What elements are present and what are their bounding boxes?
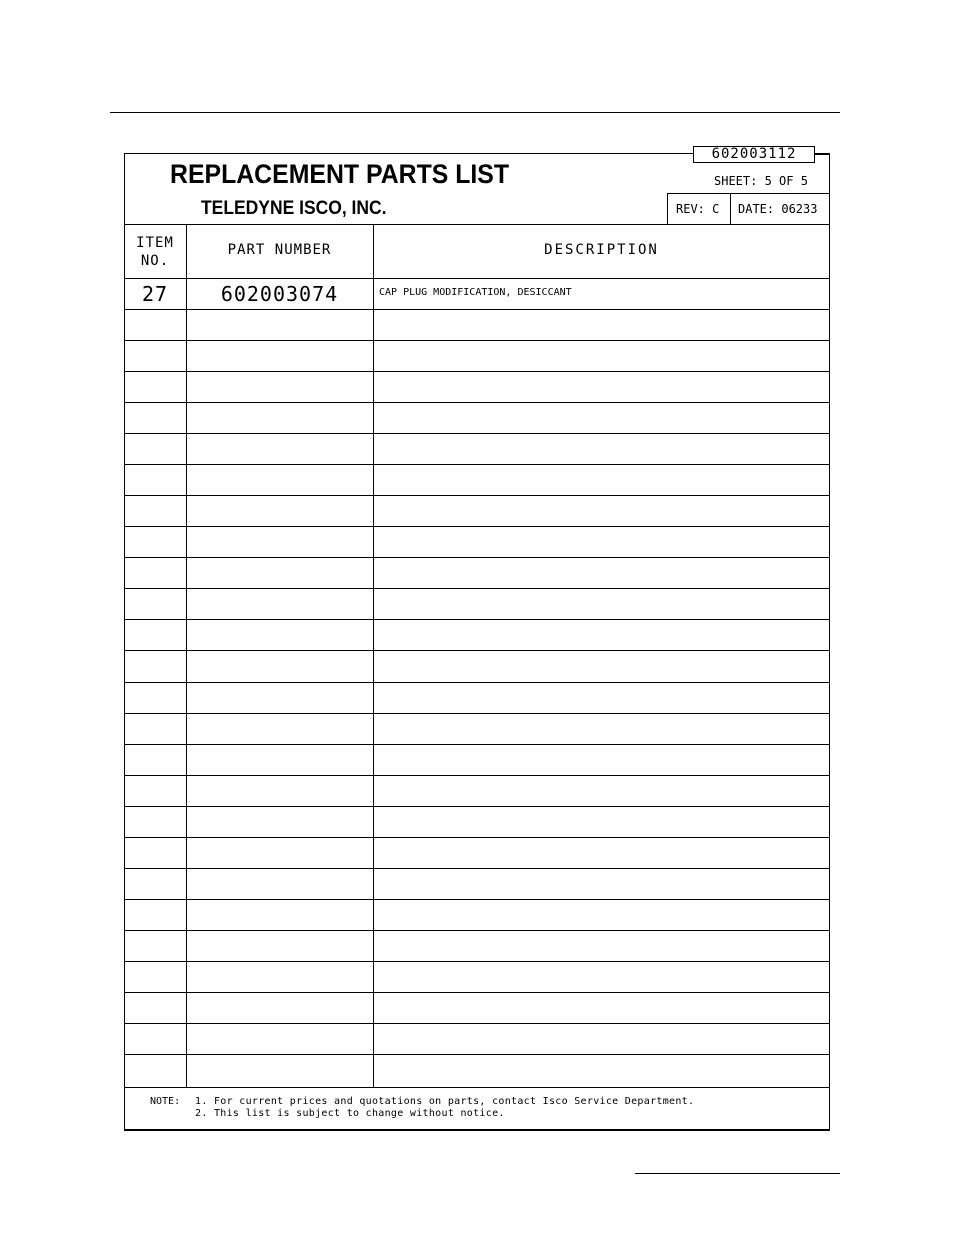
table-row (124, 371, 830, 372)
column-divider-item (186, 224, 187, 1087)
table-row (124, 1023, 830, 1024)
table-row (124, 309, 830, 310)
doc-number: 602003112 (711, 146, 797, 162)
note-2: 2. This list is subject to change without notice. (195, 1108, 505, 1119)
table-row (124, 526, 830, 527)
page-top-rule (110, 112, 840, 113)
row-1-item: 27 (141, 282, 169, 306)
note-1: 1. For current prices and quotations on parts, contact Isco Service Department. (195, 1096, 695, 1107)
column-header-item-line2: NO. (140, 253, 170, 269)
column-header-item (124, 234, 186, 270)
company-name: TELEDYNE ISCO, INC. (201, 198, 387, 219)
row-1-description: CAP PLUG MODIFICATION, DESICCANT (379, 287, 572, 298)
table-row (124, 340, 830, 341)
notes-label: NOTE: (150, 1096, 181, 1107)
date: DATE: 06233 (738, 202, 818, 216)
form-title: REPLACEMENT PARTS LIST (170, 159, 510, 189)
doc-tab-connector (815, 154, 830, 155)
table-row (124, 713, 830, 714)
table-row (124, 495, 830, 496)
table-row (124, 837, 830, 838)
table-row (124, 992, 830, 993)
table-row (124, 433, 830, 434)
table-row (124, 744, 830, 745)
column-header-divider (124, 278, 830, 279)
rev-date-divider (730, 193, 731, 224)
table-row (124, 961, 830, 962)
table-row (124, 1054, 830, 1055)
table-row (124, 650, 830, 651)
header-divider (124, 224, 830, 225)
column-header-part-number: PART NUMBER (227, 242, 332, 258)
sheet-number: SHEET: 5 OF 5 (714, 174, 808, 188)
revision: REV: C (676, 202, 720, 216)
table-row (124, 682, 830, 683)
table-row (124, 557, 830, 558)
table-row (124, 588, 830, 589)
rev-date-left-line (667, 193, 668, 224)
table-row (124, 806, 830, 807)
table-row (124, 899, 830, 900)
rev-date-top-line (667, 193, 830, 194)
table-row (124, 402, 830, 403)
page-bottom-rule (635, 1173, 840, 1174)
table-row (124, 930, 830, 931)
column-header-description: DESCRIPTION (544, 242, 659, 258)
row-1-part-number: 602003074 (220, 282, 339, 306)
table-row (124, 775, 830, 776)
column-header-item-line1: ITEM (136, 235, 174, 251)
table-row (124, 464, 830, 465)
notes-divider (124, 1087, 830, 1088)
column-divider-part (373, 224, 374, 1087)
table-row (124, 868, 830, 869)
table-row (124, 619, 830, 620)
